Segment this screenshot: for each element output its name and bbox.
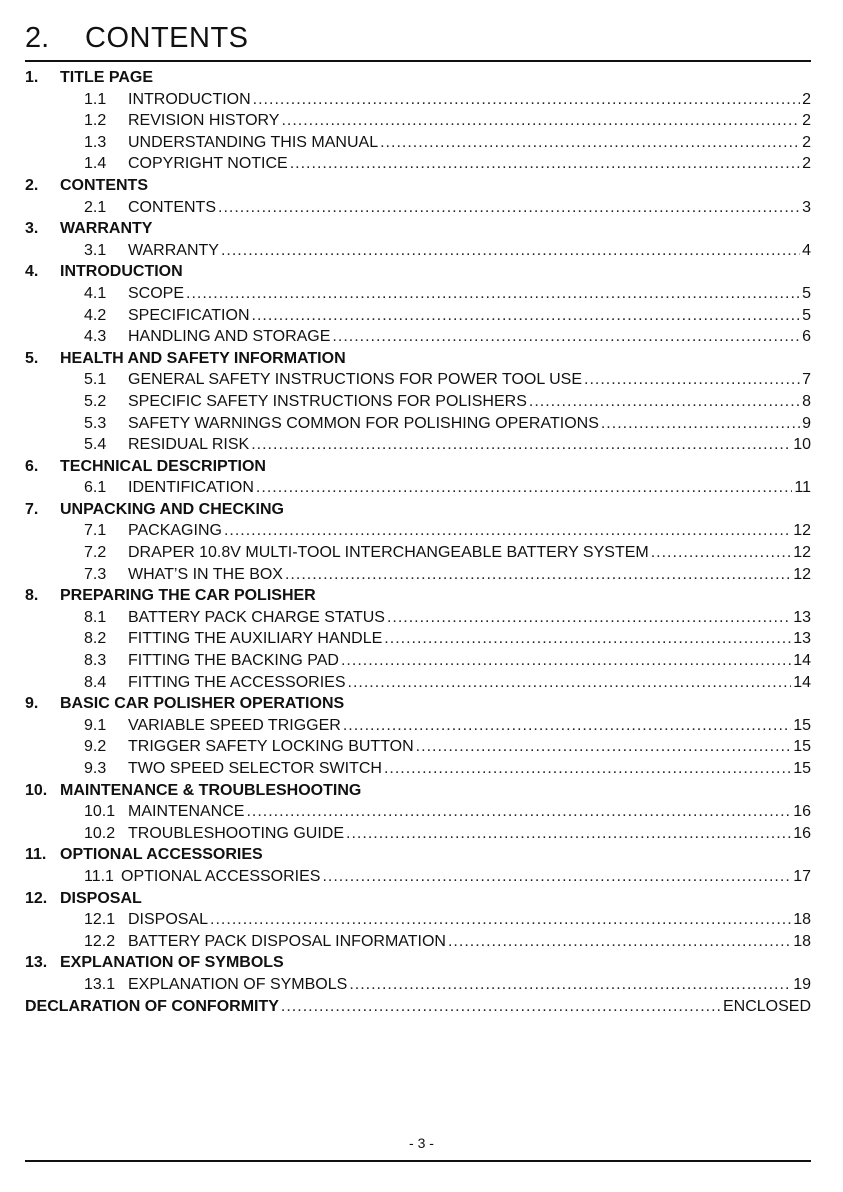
- entry-line: [128, 758, 811, 780]
- toc-section[interactable]: [25, 499, 811, 521]
- section-title: UNPACKING AND CHECKING: [60, 500, 284, 518]
- dot-leader: [253, 89, 800, 111]
- entry-title: INTRODUCTION: [128, 90, 251, 108]
- toc-entry[interactable]: [25, 974, 811, 996]
- dot-leader: [384, 628, 791, 650]
- toc-section[interactable]: [25, 261, 811, 283]
- entry-number: 5.1: [84, 371, 107, 389]
- entry-number: 4.2: [84, 306, 107, 324]
- entry-line: [128, 823, 811, 845]
- entry-line: [128, 607, 811, 629]
- section-number: 11.: [25, 846, 47, 864]
- entry-line: [128, 650, 811, 672]
- section-number: 9.: [25, 695, 39, 713]
- toc-entry[interactable]: [25, 801, 811, 823]
- entry-page: 2: [802, 90, 811, 108]
- entry-title: TROUBLESHOOTING GUIDE: [128, 824, 345, 842]
- dot-leader: [584, 369, 800, 391]
- entry-title: GENERAL SAFETY INSTRUCTIONS FOR POWER TOOL USE: [128, 371, 582, 389]
- entry-line: [128, 326, 811, 348]
- entry-number: 3.1: [84, 241, 107, 259]
- entry-page: 4: [802, 241, 811, 259]
- entry-number: 1.4: [84, 155, 107, 173]
- header-number: 2.: [25, 22, 50, 54]
- section-title: DISPOSAL: [60, 889, 142, 907]
- entry-number: 9.1: [84, 716, 107, 734]
- section-title: CONTENTS: [60, 176, 148, 194]
- entry-title: WHAT’S IN THE BOX: [128, 565, 283, 583]
- entry-page: 13: [793, 608, 811, 626]
- toc-section[interactable]: [25, 585, 811, 607]
- entry-number: 8.1: [84, 608, 107, 626]
- toc-entry[interactable]: [25, 758, 811, 780]
- entry-title: HANDLING AND STORAGE: [128, 328, 331, 346]
- dot-leader: [290, 153, 800, 175]
- page-number: - 3 -: [409, 1135, 434, 1151]
- entry-page: 7: [802, 371, 811, 389]
- dot-leader: [186, 283, 800, 305]
- entry-page: 15: [793, 716, 811, 734]
- entry-page: 14: [793, 652, 811, 670]
- section-number: 6.: [25, 457, 39, 475]
- toc-section[interactable]: [25, 780, 811, 802]
- entry-title: EXPLANATION OF SYMBOLS: [128, 975, 348, 993]
- toc-entry[interactable]: [25, 477, 811, 499]
- entry-title: VARIABLE SPEED TRIGGER: [128, 716, 341, 734]
- dot-leader: [349, 974, 791, 996]
- entry-number: 5.2: [84, 392, 107, 410]
- section-number: 3.: [25, 220, 39, 238]
- entry-line: [128, 153, 811, 175]
- section-title: INTRODUCTION: [60, 263, 183, 281]
- dot-leader: [387, 607, 791, 629]
- toc-entry[interactable]: [25, 283, 811, 305]
- toc-entry[interactable]: [25, 672, 811, 694]
- toc-entry[interactable]: [25, 909, 811, 931]
- entry-title: WARRANTY: [128, 241, 219, 259]
- entry-number: 11.1: [84, 867, 114, 885]
- toc-section[interactable]: [25, 348, 811, 370]
- entry-number: 7.3: [84, 565, 107, 583]
- entry-number: 8.2: [84, 630, 107, 648]
- entry-line: [128, 564, 811, 586]
- toc-entry[interactable]: [25, 715, 811, 737]
- entry-title: COPYRIGHT NOTICE: [128, 155, 288, 173]
- entry-title: SPECIFICATION: [128, 306, 250, 324]
- dot-leader: [221, 240, 800, 262]
- dot-leader: [281, 110, 800, 132]
- entry-number: 8.4: [84, 673, 107, 691]
- section-number: 7.: [25, 500, 39, 518]
- entry-page: 13: [793, 630, 811, 648]
- dot-leader: [322, 866, 791, 888]
- dot-leader: [285, 564, 791, 586]
- entry-title: SCOPE: [128, 284, 185, 302]
- toc-section[interactable]: [25, 456, 811, 478]
- toc-section[interactable]: [25, 67, 811, 89]
- entry-page: 12: [793, 522, 811, 540]
- entry-title: CONTENTS: [128, 198, 216, 216]
- entry-number: 6.1: [84, 479, 107, 497]
- footer-divider: [25, 1160, 811, 1162]
- entry-line: [128, 628, 811, 650]
- dot-leader: [252, 305, 801, 327]
- toc-entry[interactable]: [25, 823, 811, 845]
- section-number: 13.: [25, 954, 48, 972]
- toc-section[interactable]: [25, 844, 811, 866]
- entry-page: 2: [802, 133, 811, 151]
- toc-entry[interactable]: [25, 132, 811, 154]
- toc-entry[interactable]: [25, 628, 811, 650]
- entry-title: MAINTENANCE: [128, 803, 245, 821]
- section-number: 1.: [25, 69, 39, 86]
- entry-line: [121, 866, 811, 888]
- dot-leader: [448, 931, 791, 953]
- entry-number: 9.2: [84, 738, 107, 756]
- toc-entry[interactable]: [25, 542, 811, 564]
- section-number: 10.: [25, 781, 48, 799]
- entry-title: UNDERSTANDING THIS MANUAL: [128, 133, 379, 151]
- entry-number: 8.3: [84, 652, 107, 670]
- entry-number: 4.1: [84, 284, 107, 302]
- section-number: 2.: [25, 176, 39, 194]
- entry-line: [128, 283, 811, 305]
- toc-entry[interactable]: [25, 89, 811, 111]
- toc-entry[interactable]: [25, 736, 811, 758]
- entry-line: [128, 909, 811, 931]
- entry-number: 12.1: [84, 911, 116, 929]
- entry-title: PACKAGING: [128, 522, 222, 540]
- entry-title: IDENTIFICATION: [128, 479, 254, 497]
- entry-number: 7.2: [84, 544, 107, 562]
- entry-line: [128, 477, 811, 499]
- section-title: TECHNICAL DESCRIPTION: [60, 457, 266, 475]
- declaration-title: DECLARATION OF CONFORMITY: [25, 997, 279, 1015]
- toc-entry[interactable]: [25, 153, 811, 175]
- toc-entry[interactable]: [25, 866, 811, 888]
- toc-entry[interactable]: [25, 110, 811, 132]
- section-title: PREPARING THE CAR POLISHER: [60, 587, 316, 605]
- toc-section[interactable]: [25, 952, 811, 974]
- entry-line: [128, 132, 811, 154]
- entry-title: FITTING THE BACKING PAD: [128, 652, 339, 670]
- entry-title: REVISION HISTORY: [128, 112, 280, 130]
- dot-leader: [380, 132, 800, 154]
- section-number: 8.: [25, 587, 39, 605]
- entry-page: 18: [793, 932, 811, 950]
- entry-number: 4.3: [84, 328, 107, 346]
- page-title: CONTENTS: [85, 22, 249, 54]
- entry-page: 16: [793, 803, 811, 821]
- section-number: 12.: [25, 889, 48, 907]
- toc-entry[interactable]: [25, 520, 811, 542]
- entry-number: 1.1: [84, 90, 107, 108]
- dot-leader: [416, 736, 792, 758]
- dot-leader: [210, 909, 791, 931]
- section-title: WARRANTY: [60, 220, 153, 238]
- entry-page: 3: [802, 198, 811, 216]
- entry-line: [128, 391, 811, 413]
- entry-title: TWO SPEED SELECTOR SWITCH: [128, 760, 382, 777]
- entry-page: 11: [794, 479, 811, 497]
- entry-title: BATTERY PACK CHARGE STATUS: [128, 608, 385, 626]
- toc-entry[interactable]: [25, 607, 811, 629]
- dot-leader: [224, 520, 791, 542]
- entry-number: 9.3: [84, 760, 107, 777]
- toc-entry[interactable]: [25, 434, 811, 456]
- entry-page: 14: [793, 673, 811, 691]
- entry-line: [128, 197, 811, 219]
- toc-entry[interactable]: [25, 305, 811, 327]
- entry-number: 1.3: [84, 133, 107, 151]
- entry-line: [128, 369, 811, 391]
- toc-entry[interactable]: [25, 650, 811, 672]
- entry-title: FITTING THE ACCESSORIES: [128, 673, 346, 691]
- dot-leader: [341, 650, 791, 672]
- entry-page: 12: [793, 544, 811, 562]
- toc-entry[interactable]: [25, 931, 811, 953]
- entry-page: 9: [802, 414, 811, 432]
- entry-page: 18: [793, 911, 811, 929]
- toc-entry[interactable]: [25, 240, 811, 262]
- entry-line: [128, 672, 811, 694]
- entry-number: 1.2: [84, 112, 107, 130]
- entry-line: [128, 520, 811, 542]
- entry-title: SAFETY WARNINGS COMMON FOR POLISHING OPERATIONS: [128, 414, 599, 432]
- section-title: HEALTH AND SAFETY INFORMATION: [60, 349, 346, 367]
- section-title: OPTIONAL ACCESSORIES: [60, 846, 263, 864]
- entry-title: DISPOSAL: [128, 911, 209, 929]
- entry-page: 17: [793, 867, 811, 885]
- entry-line: [128, 413, 811, 435]
- entry-title: FITTING THE AUXILIARY HANDLE: [128, 630, 383, 648]
- toc-entry[interactable]: [25, 197, 811, 219]
- section-title: TITLE PAGE: [60, 69, 154, 86]
- dot-leader: [343, 715, 791, 737]
- toc-declaration[interactable]: [25, 996, 811, 1018]
- entry-page: 6: [802, 328, 811, 346]
- toc-entry[interactable]: [25, 326, 811, 348]
- entry-page: 15: [793, 738, 811, 756]
- entry-line: [128, 542, 811, 564]
- entry-line: [128, 110, 811, 132]
- section-title: BASIC CAR POLISHER OPERATIONS: [60, 695, 345, 713]
- entry-title: TRIGGER SAFETY LOCKING BUTTON: [128, 738, 414, 756]
- entry-number: 12.2: [84, 932, 116, 950]
- entry-page: 15: [793, 760, 811, 777]
- toc-entry[interactable]: [25, 413, 811, 435]
- entry-page: 16: [793, 824, 811, 842]
- entry-number: 5.4: [84, 436, 107, 454]
- dot-leader: [256, 477, 792, 499]
- section-title: MAINTENANCE & TROUBLESHOOTING: [60, 781, 362, 799]
- page-header: [25, 20, 811, 62]
- entry-line: [128, 89, 811, 111]
- dot-leader: [332, 326, 800, 348]
- entry-page: 5: [802, 306, 811, 324]
- section-number: 5.: [25, 349, 39, 367]
- entry-page: 10: [793, 436, 811, 454]
- section-title: EXPLANATION OF SYMBOLS: [60, 954, 284, 972]
- toc-entry[interactable]: [25, 369, 811, 391]
- dot-leader: [281, 996, 721, 1018]
- entry-line: [128, 736, 811, 758]
- entry-title: DRAPER 10.8V MULTI-TOOL INTERCHANGEABLE BATTERY SYSTEM: [128, 544, 649, 562]
- entry-line: [128, 434, 811, 456]
- entry-number: 7.1: [84, 522, 107, 540]
- entry-page: 19: [793, 975, 811, 993]
- entry-page: 2: [802, 155, 811, 173]
- dot-leader: [348, 672, 792, 694]
- toc-entry[interactable]: [25, 391, 811, 413]
- entry-page: 12: [793, 565, 811, 583]
- entry-number: 10.1: [84, 803, 116, 821]
- entry-page: 8: [802, 392, 811, 410]
- dot-leader: [529, 391, 800, 413]
- toc-section[interactable]: [25, 175, 811, 197]
- dot-leader: [218, 197, 800, 219]
- section-number: 4.: [25, 263, 39, 281]
- entry-line: [128, 974, 811, 996]
- entry-number: 2.1: [84, 198, 107, 216]
- dot-leader: [246, 801, 791, 823]
- toc-section[interactable]: [25, 888, 811, 910]
- entry-page: 5: [802, 284, 811, 302]
- toc-section[interactable]: [25, 218, 811, 240]
- dot-leader: [651, 542, 791, 564]
- entry-title: OPTIONAL ACCESSORIES: [121, 867, 321, 885]
- toc-section[interactable]: [25, 693, 811, 715]
- entry-number: 10.2: [84, 824, 116, 842]
- entry-title: BATTERY PACK DISPOSAL INFORMATION: [128, 932, 446, 950]
- entry-title: SPECIFIC SAFETY INSTRUCTIONS FOR POLISHERS: [128, 392, 527, 410]
- entry-line: [128, 801, 811, 823]
- dot-leader: [601, 413, 800, 435]
- dot-leader: [384, 758, 791, 780]
- entry-title: RESIDUAL RISK: [128, 436, 250, 454]
- entry-number: 5.3: [84, 414, 107, 432]
- entry-line: [128, 305, 811, 327]
- declaration-page: ENCLOSED: [722, 997, 811, 1015]
- entry-line: [25, 996, 811, 1018]
- entry-number: 13.1: [84, 975, 116, 993]
- table-of-contents: [25, 67, 811, 1017]
- entry-line: [128, 240, 811, 262]
- entry-line: [128, 931, 811, 953]
- entry-line: [128, 715, 811, 737]
- toc-entry[interactable]: [25, 564, 811, 586]
- dot-leader: [346, 823, 791, 845]
- entry-page: 2: [802, 112, 811, 130]
- dot-leader: [251, 434, 791, 456]
